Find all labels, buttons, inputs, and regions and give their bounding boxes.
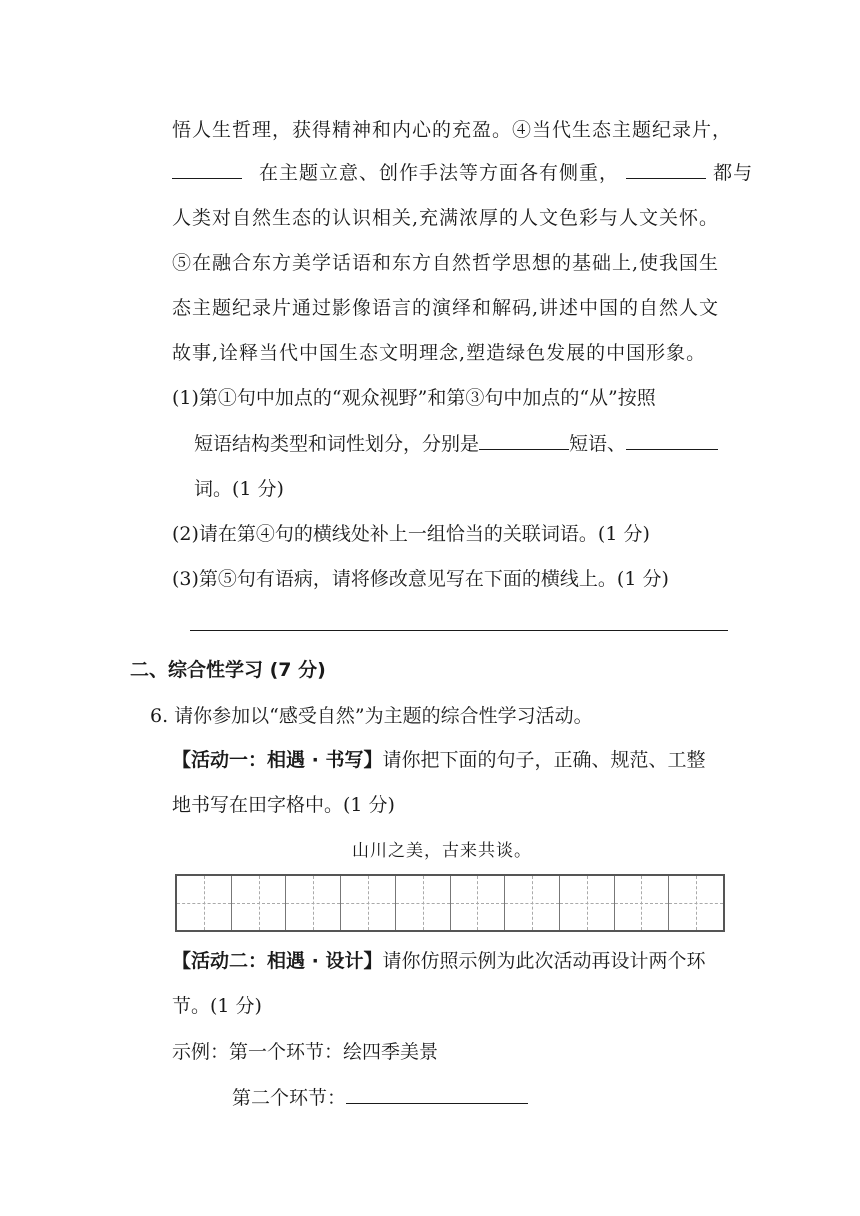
passage-line-4: ⑤在融合东方美学话语和东方自然哲学思想的基础上,使我国生 [172, 252, 720, 274]
activity-2-text: 请你仿照示例为此次活动再设计两个环 [382, 950, 706, 972]
activity-2 [172, 948, 705, 974]
passage-line-2-end: 都与 [713, 162, 754, 184]
question-3: (3)第⑤句有语病，请将修改意见写在下面的横线上。(1 分) [172, 568, 669, 590]
passage-line-2-text: 在主题立意、创作手法等方面各有侧重， [259, 162, 620, 184]
section-heading: 二、综合性学习 (7 分) [130, 659, 326, 681]
activity-2-title: 【活动二：相遇 · 设计】 [172, 950, 383, 972]
blank-5[interactable] [346, 1085, 528, 1104]
question-1-line-2 [194, 431, 718, 457]
question-2: (2)请在第④句的横线处补上一组恰当的关联词语。(1 分) [172, 523, 650, 545]
question-6: 6. 请你参加以“感受自然”为主题的综合性学习活动。 [150, 705, 593, 727]
grid-cell[interactable] [505, 876, 560, 930]
question-1-line-1: (1)第①句中加点的“观众视野”和第③句中加点的“从”按照 [172, 387, 656, 409]
grid-cell[interactable] [286, 876, 341, 930]
grid-cell[interactable] [341, 876, 396, 930]
grid-cell[interactable] [669, 876, 723, 930]
question-1-line-3: 词。(1 分) [194, 478, 284, 500]
passage-line-5: 态主题纪录片通过影像语言的演绎和解码,讲述中国的自然人文 [172, 297, 720, 319]
activity-1-text: 请你把下面的句子，正确、规范、工整 [382, 749, 706, 771]
blank-2[interactable] [626, 160, 706, 179]
activity-2-line-2: 节。(1 分) [172, 995, 262, 1017]
tianzige-grid[interactable] [175, 874, 725, 932]
blank-4[interactable] [626, 431, 718, 450]
grid-cell[interactable] [615, 876, 670, 930]
activity-1-title: 【活动一：相遇 · 书写】 [172, 749, 383, 771]
second-step [232, 1085, 528, 1111]
blank-3[interactable] [479, 431, 569, 450]
second-step-label: 第二个环节： [232, 1087, 347, 1109]
passage-line-3: 人类对自然生态的认识相关,充满浓厚的人文色彩与人文关怀。 [172, 207, 720, 229]
activity-1 [172, 747, 705, 773]
grid-cell[interactable] [232, 876, 287, 930]
passage-line-2 [172, 160, 753, 186]
passage-line-1: 悟人生哲理，获得精神和内心的充盈。④当代生态主题纪录片， [172, 119, 733, 141]
activity-1-line-2: 地书写在田字格中。(1 分) [172, 794, 395, 816]
question-1-mid: 短语、 [569, 433, 627, 455]
grid-cell[interactable] [396, 876, 451, 930]
grid-cell[interactable] [451, 876, 506, 930]
question-1-text: 短语结构类型和词性划分，分别是 [194, 433, 480, 455]
grid-cell[interactable] [177, 876, 232, 930]
passage-line-6: 故事,诠释当代中国生态文明理念,塑造绿色发展的中国形象。 [172, 342, 707, 364]
blank-1[interactable] [172, 160, 242, 179]
answer-line[interactable] [190, 630, 728, 631]
copy-sentence: 山川之美，古来共谈。 [352, 841, 532, 861]
example-line: 示例：第一个环节：绘四季美景 [172, 1041, 439, 1063]
grid-cell[interactable] [560, 876, 615, 930]
